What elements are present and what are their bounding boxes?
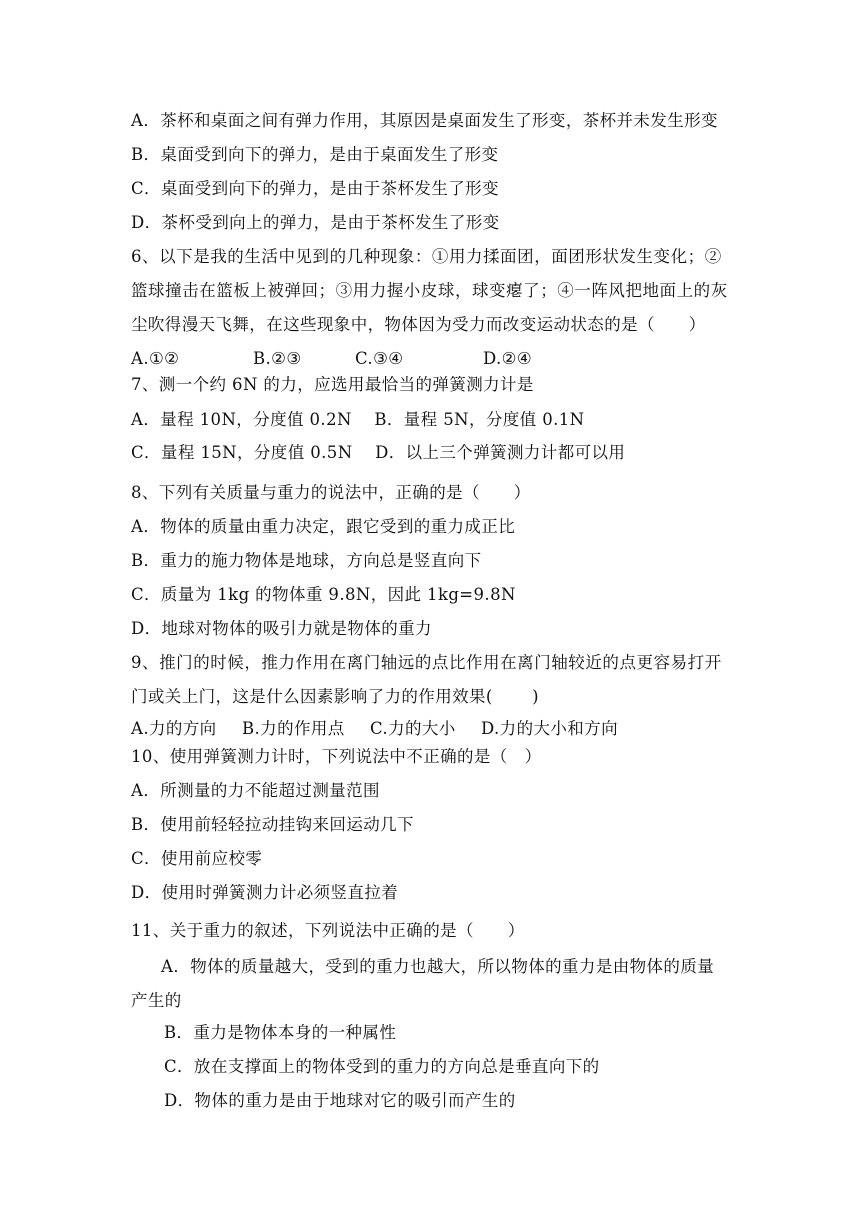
q10-option-b: B．使用前轻轻拉动挂钩来回运动几下: [131, 815, 414, 834]
q9-option-c: C.力的大小: [370, 719, 456, 738]
q9-option-d: D.力的大小和方向: [481, 719, 618, 738]
q6-option-a: A.①②: [131, 349, 180, 368]
q9-options: [131, 717, 618, 741]
q9-stem-line-2: 门或关上门，这是什么因素影响了力的作用效果( ): [131, 687, 540, 706]
q6-option-b: B.②③: [253, 349, 302, 368]
q10-option-d: D．使用时弹簧测力计必须竖直拉着: [131, 883, 399, 902]
q6-options: [131, 347, 532, 371]
q11-stem: 11、关于重力的叙述，下列说法中正确的是（ ）: [131, 921, 525, 940]
q6-stem-line-1: 6、以下是我的生活中见到的几种现象：①用力揉面团，面团形状发生变化；②: [131, 247, 722, 266]
q11-option-a-line-1: A．物体的质量越大，受到的重力也越大，所以物体的重力是由物体的质量: [161, 957, 715, 976]
q7-options-line-2: C．量程 15N，分度值 0.5N D．以上三个弹簧测力计都可以用: [131, 443, 626, 462]
q10-stem: 10、使用弹簧测力计时，下列说法中不正确的是（ ）: [131, 747, 542, 766]
q11-option-b: B．重力是物体本身的一种属性: [164, 1023, 397, 1042]
q11-option-a-line-2: 产生的: [131, 991, 182, 1010]
q10-option-a: A．所测量的力不能超过测量范围: [131, 781, 380, 800]
q6-option-c: C.③④: [355, 349, 404, 368]
q7-options-line-1: A．量程 10N，分度值 0.2N B．量程 5N，分度值 0.1N: [131, 410, 585, 429]
q6-stem-line-2: 篮球撞击在篮板上被弹回；③用力握小皮球，球变瘪了；④一阵风把地面上的灰: [131, 281, 728, 300]
q5-option-b: B．桌面受到向下的弹力，是由于桌面发生了形变: [131, 145, 499, 164]
q9-stem-line-1: 9、推门的时候，推力作用在离门轴远的点比作用在离门轴较近的点更容易打开: [131, 653, 722, 672]
q9-option-b: B.力的作用点: [242, 719, 345, 738]
q8-option-d: D．地球对物体的吸引力就是物体的重力: [131, 619, 432, 638]
q8-stem: 8、下列有关质量与重力的说法中，正确的是（ ）: [131, 483, 531, 502]
q8-option-c: C．质量为 1kg 的物体重 9.8N，因此 1kg=9.8N: [131, 585, 516, 604]
q11-option-c: C．放在支撑面上的物体受到的重力的方向总是垂直向下的: [164, 1057, 600, 1076]
q8-option-b: B．重力的施力物体是地球，方向总是竖直向下: [131, 551, 482, 570]
q11-option-d: D．物体的重力是由于地球对它的吸引而产生的: [164, 1091, 516, 1110]
q10-option-c: C．使用前应校零: [131, 849, 263, 868]
q7-stem: 7、测一个约 6N 的力，应选用最恰当的弹簧测力计是: [131, 375, 534, 394]
q9-option-a: A.力的方向: [131, 719, 217, 738]
q5-option-d: D．茶杯受到向上的弹力，是由于茶杯发生了形变: [131, 213, 500, 232]
q8-option-a: A．物体的质量由重力决定，跟它受到的重力成正比: [131, 517, 516, 536]
q5-option-c: C．桌面受到向下的弹力，是由于茶杯发生了形变: [131, 179, 499, 198]
q6-stem-line-3: 尘吹得漫天飞舞，在这些现象中，物体因为受力而改变运动状态的是（ ）: [131, 315, 706, 334]
q5-option-a: A．茶杯和桌面之间有弹力作用，其原因是桌面发生了形变，茶杯并未发生形变: [131, 111, 718, 130]
q6-option-d: D.②④: [483, 349, 533, 368]
